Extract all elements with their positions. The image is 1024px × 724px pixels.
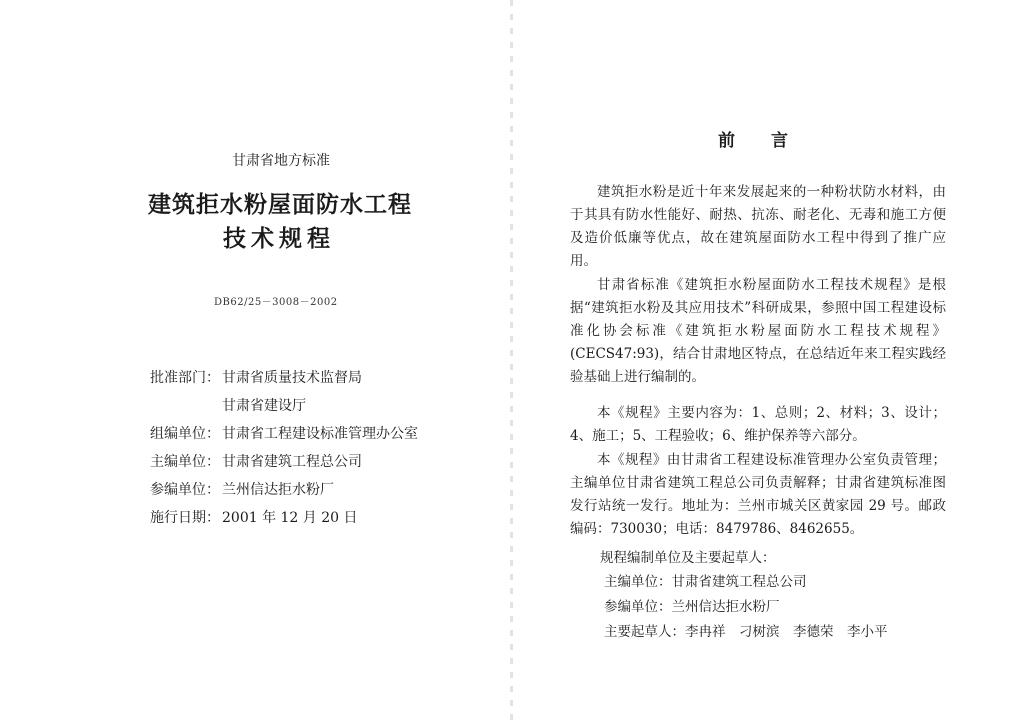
info-label: 参编单位：	[150, 482, 220, 498]
info-row-organizer	[150, 423, 418, 443]
preface-paragraph-1: 建筑拒水粉是近十年来发展起来的一种粉状防水材料，由于其具有防水性能好、耐热、抗冻、耐老化、无毒和施工方便及造价低廉等优点，故在建筑屋面防水工程中得到了推广应用。	[570, 184, 946, 269]
standard-code: DB62/25－3008－2002	[214, 297, 338, 308]
preface-paragraph-2: 甘肃省标准《建筑拒水粉屋面防水工程技术规程》是根据“建筑拒水粉及其应用技术”科研成果，参照中国工程建设标准化协会标准《建筑拒水粉屋面防水工程技术规程》(CECS47:93)，结合甘肃地区特点，在总结近年来工程实践经验基础上进行编制的。	[570, 277, 946, 385]
standard-label: 甘肃省地方标准	[232, 153, 330, 169]
document-title-line1: 建筑拒水粉屋面防水工程	[148, 192, 412, 218]
info-row-effective-date	[150, 507, 358, 527]
info-row-chief-editor	[150, 451, 362, 471]
preface-heading: 前言	[718, 131, 824, 151]
drafters-list: 主要起草人：李冉祥 刁树滨 李德荣 李小平	[604, 624, 888, 640]
info-row-approver-2	[150, 395, 306, 415]
info-value: 兰州信达拒水粉厂	[222, 482, 334, 498]
info-label: 施行日期：	[150, 510, 220, 526]
info-value: 甘肃省建设厅	[222, 398, 306, 414]
info-value: 2001 年 12 月 20 日	[222, 510, 358, 526]
preface-paragraph-3: 本《规程》主要内容为：1、总则；2、材料；3、设计；4、施工；5、工程验收；6、维护保养等六部分。	[570, 405, 946, 444]
participating-unit: 参编单位：兰州信达拒水粉厂	[604, 599, 780, 615]
preface-paragraph-4: 本《规程》由甘肃省工程建设标准管理办公室负责管理；主编单位甘肃省建筑工程总公司负责解释；甘肃省建筑标准图发行站统一发行。地址为：兰州市城关区黄家园 29 号。邮政编码：730030；电话：8479786、8462655。	[570, 452, 946, 537]
info-label: 主编单位：	[150, 454, 220, 470]
drafters-intro: 规程编制单位及主要起草人：	[600, 550, 776, 566]
info-value: 甘肃省建筑工程总公司	[222, 454, 362, 470]
document-title-line2: 技术规程	[223, 226, 335, 252]
info-row-approver	[150, 367, 362, 387]
info-label: 组编单位：	[150, 426, 220, 442]
info-value: 甘肃省工程建设标准管理办公室	[222, 426, 418, 442]
info-value: 甘肃省质量技术监督局	[222, 370, 362, 386]
info-row-participant	[150, 479, 334, 499]
info-label: 批准部门：	[150, 370, 220, 386]
chief-unit: 主编单位：甘肃省建筑工程总公司	[604, 574, 807, 590]
